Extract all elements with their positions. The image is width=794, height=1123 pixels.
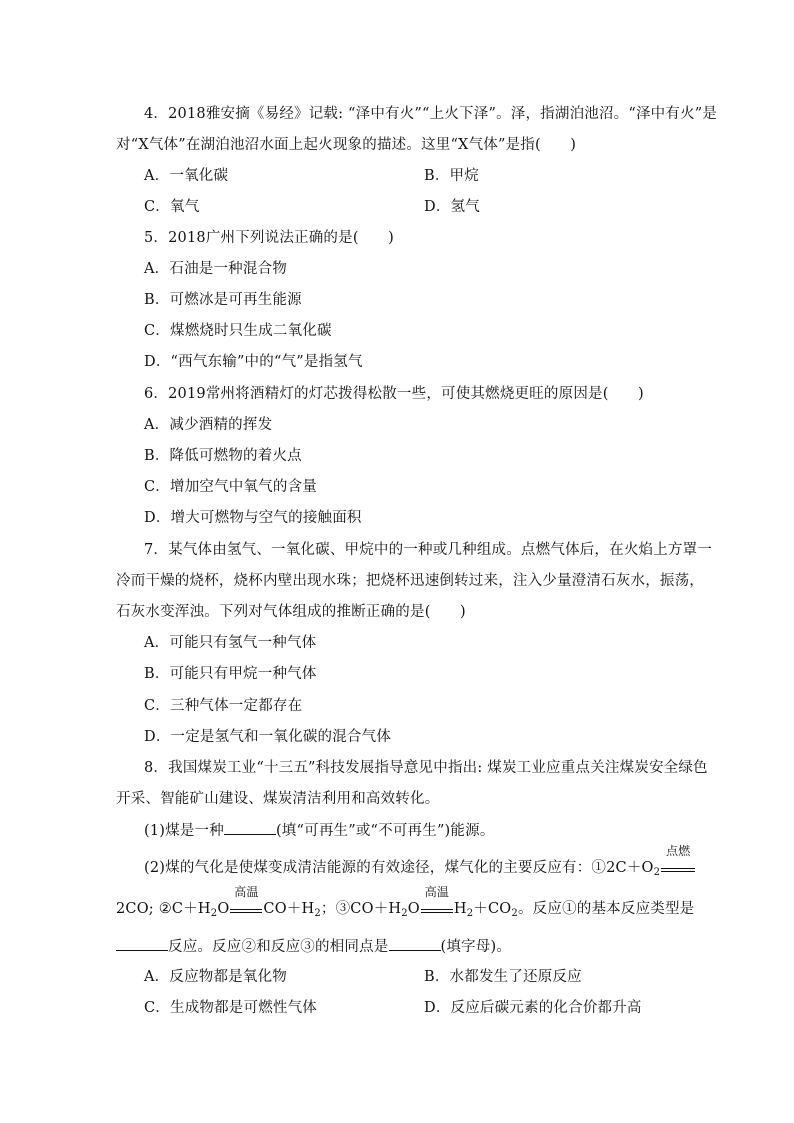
q8-part2-line3 — [116, 936, 511, 957]
q5-option-a[interactable]: A．石油是一种混合物 — [144, 261, 287, 277]
subscript: 2 — [466, 908, 474, 919]
eq-part: ；③CO＋H — [320, 901, 402, 917]
reaction-condition-ignite — [661, 844, 695, 872]
q5-option-d[interactable]: D．“西气东输”中的“气”是指氢气 — [144, 354, 363, 370]
subscript: 2 — [653, 867, 661, 878]
eq-part: ＋CO — [473, 901, 512, 917]
condition-label: 点燃 — [666, 844, 691, 858]
q4-option-a[interactable]: A．一氧化碳 — [144, 168, 229, 184]
equals-sign — [230, 909, 262, 913]
q6-option-a[interactable]: A．减少酒精的挥发 — [144, 417, 273, 433]
eq-part: 2CO; ②C＋H — [116, 901, 211, 917]
q8-part2-mid: 反应。反应②和反应③的相同点是 — [168, 939, 389, 955]
q8-stem-line2: 开采、智能矿山建设、煤炭清洁利用和高效转化。 — [116, 791, 440, 807]
q7-stem-line2: 冷而干燥的烧杯，烧杯内壁出现水珠；把烧杯迅速倒转过来，注入少量澄清石灰水，振荡， — [116, 573, 704, 589]
q8-common-point-blank[interactable] — [389, 936, 441, 951]
reaction-condition-high-temp — [230, 885, 262, 913]
q5-option-b[interactable]: B．可燃冰是可再生能源 — [144, 292, 302, 308]
eq-part: O — [217, 901, 230, 917]
eq-part: CO＋H — [263, 901, 315, 917]
reaction-condition-high-temp — [421, 885, 453, 913]
q7-stem-line1: 7．某气体由氢气、一氧化碳、甲烷中的一种或几种组成。点燃气体后，在火焰上方罩一 — [144, 542, 713, 558]
subscript: 2 — [314, 908, 321, 919]
q4-option-b[interactable]: B．甲烷 — [424, 168, 479, 184]
eq-part: 。反应①的基本反应类型是 — [517, 901, 695, 917]
q7-option-b[interactable]: B．可能只有甲烷一种气体 — [144, 666, 317, 682]
subscript: 2 — [210, 908, 218, 919]
q6-stem: 6．2019常州将酒精灯的灯芯拨得松散一些，可使其燃烧更旺的原因是( ) — [144, 386, 644, 402]
condition-label: 高温 — [234, 885, 259, 899]
q6-option-d[interactable]: D．增大可燃物与空气的接触面积 — [144, 510, 362, 526]
q8-part2-intro: (2)煤的气化是使煤变成清洁能源的有效途径，煤气化的主要反应有：①2C＋O — [144, 860, 654, 876]
q5-stem: 5．2018广州下列说法正确的是( ) — [144, 230, 394, 246]
q4-option-d[interactable]: D．氢气 — [424, 199, 480, 215]
q5-option-c[interactable]: C．煤燃烧时只生成二氧化碳 — [144, 323, 332, 339]
equals-sign — [661, 868, 695, 872]
q8-option-b[interactable]: B．水都发生了还原反应 — [424, 969, 582, 985]
q8-part2-line1 — [144, 844, 696, 883]
q8-stem-line1: 8．我国煤炭工业“十三五”科技发展指导意见中指出: 煤炭工业应重点关注煤炭安全绿色 — [144, 760, 708, 776]
q8-option-c[interactable]: C．生成物都是可燃性气体 — [144, 1000, 317, 1016]
q8-part2-line2 — [116, 885, 695, 924]
q8-option-a[interactable]: A．反应物都是氧化物 — [144, 969, 287, 985]
q8-part1-pre: (1)煤是一种 — [144, 823, 224, 839]
q4-stem-line2: 对“X气体”在湖泊池沼水面上起火现象的描述。这里“X气体”是指( ) — [116, 137, 577, 153]
subscript: 2 — [401, 908, 408, 919]
q7-option-c[interactable]: C．三种气体一定都存在 — [144, 698, 303, 714]
q4-stem-line1: 4．2018雅安摘《易经》记载: “泽中有火”“上火下泽”。泽，指湖泊池沼。“泽中有火”是 — [144, 106, 718, 122]
eq-part: O — [407, 901, 420, 917]
q8-option-d[interactable]: D．反应后碳元素的化合价都升高 — [424, 1000, 642, 1016]
q8-reaction-type-blank[interactable] — [116, 936, 168, 951]
q7-option-a[interactable]: A．可能只有氢气一种气体 — [144, 635, 317, 651]
q8-part1 — [144, 820, 495, 841]
q7-option-d[interactable]: D．一定是氢气和一氧化碳的混合气体 — [144, 729, 392, 745]
equals-sign — [421, 909, 453, 913]
q4-option-c[interactable]: C．氧气 — [144, 199, 200, 215]
subscript: 2 — [511, 908, 518, 919]
condition-label: 高温 — [424, 885, 450, 899]
q8-part1-post: (填“可再生”或“不可再生”)能源。 — [275, 823, 495, 839]
q6-option-c[interactable]: C．增加空气中氧气的含量 — [144, 479, 317, 495]
q7-stem-line3: 石灰水变浑浊。下列对气体组成的推断正确的是( ) — [116, 604, 466, 620]
q8-part1-blank[interactable] — [224, 820, 276, 835]
eq-part: H — [453, 901, 467, 917]
q6-option-b[interactable]: B．降低可燃物的着火点 — [144, 448, 302, 464]
q8-part2-end: (填字母)。 — [440, 939, 512, 955]
